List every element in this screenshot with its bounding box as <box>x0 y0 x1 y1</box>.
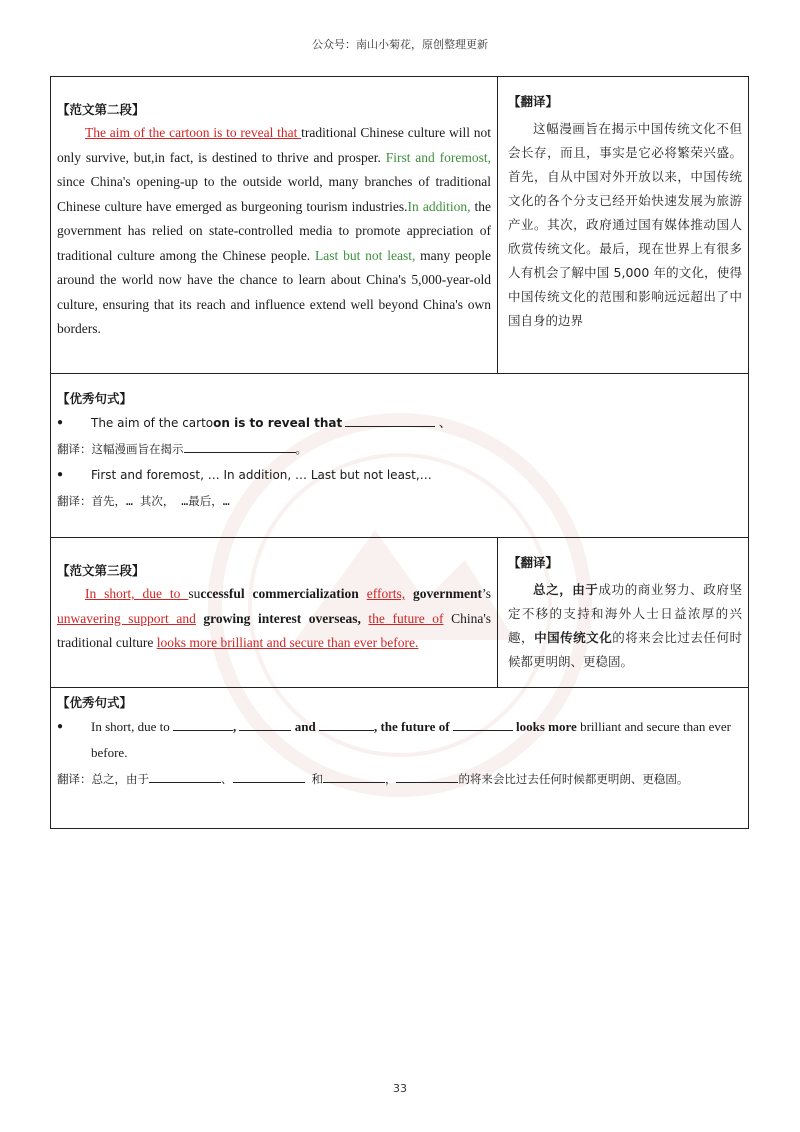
page-header: 公众号：南山小菊花，原创整理更新 <box>312 38 488 51</box>
translation2-cell <box>498 77 748 373</box>
sentences2-row <box>51 688 748 828</box>
blank-line <box>173 716 233 731</box>
blank-line <box>184 438 296 453</box>
blank-line <box>149 768 221 783</box>
blank-line <box>396 768 458 783</box>
sample3-row <box>51 538 748 688</box>
bullet-icon: ● <box>57 721 64 732</box>
sentence3-item: ● In short, due to , and , the future of looks more brilliant and secure than ever before. <box>57 714 740 766</box>
sentence1-translation: 翻译：这幅漫画旨在揭示 。 <box>57 436 740 462</box>
translation3-text: 总之，由于成功的商业努力、政府坚定不移的支持和海外人士日益浓厚的兴趣，中国传统文化的将来会比过去任何时候都更明朗、更稳固。 <box>508 582 742 669</box>
sample2-row <box>51 77 748 374</box>
bullet-icon: ● <box>57 469 64 480</box>
translation3-title: 【翻译】 <box>508 555 559 570</box>
sentence2-item: ● First and foremost, … In addition, … Last but not least,… <box>57 462 740 488</box>
sentence1-item: ● The aim of the cartoon is to reveal that 、 <box>57 410 740 436</box>
sentences1-row <box>51 374 748 538</box>
sentences1-title: 【优秀句式】 <box>57 391 133 406</box>
sentence2-translation: 翻译：首先，… 其次， …最后，… <box>57 494 230 508</box>
blank-line <box>233 768 305 783</box>
blank-line <box>453 716 513 731</box>
sample3-title: 【范文第三段】 <box>57 563 145 578</box>
blank-line <box>319 716 374 731</box>
sample3-cell <box>51 538 498 687</box>
sample2-title: 【范文第二段】 <box>57 102 145 117</box>
sample2-cell <box>51 77 498 373</box>
sentences2-cell <box>51 688 748 828</box>
sample2-text: The aim of the cartoon is to reveal that traditional Chinese culture will not only survive, but,in fact, is destined to thrive and prosper. First and foremost, since China's opening-up to the outside world, many branches of traditional Chinese culture have emerged as burgeoning tourism industries.In addition, the government has relied on state-controlled media to promote appreciation of traditional culture among the Chinese people. Last but not least, many people around the world now have the chance to learn about China's 5,000-year-old culture, ensuring that its reach and influence extend well beyond China's own borders. <box>57 125 491 336</box>
blank-line <box>323 768 385 783</box>
translation3-cell <box>498 538 748 687</box>
sentences2-title: 【优秀句式】 <box>57 695 133 710</box>
sentences1-cell <box>51 374 748 537</box>
sample3-text: In short, due to successful commercialization efforts, government’s unwavering support and growing interest overseas, the future of China's traditional culture looks more brilliant and secure than ever before. <box>57 586 492 650</box>
translation2-title: 【翻译】 <box>508 94 559 109</box>
blank-line <box>239 716 291 731</box>
translation2-text: 这幅漫画旨在揭示中国传统文化不但会长存，而且，事实是它必将繁荣兴盛。首先，自从中国对外开放以来，中国传统文化的各个分支已经开始快速发展为旅游产业。其次，政府通过国有媒体推动国人欣赏传统文化。最后，现在世界上有很多人有机会了解中国 5,000 年的文化，使得中国传统文化的范围和影响远远超出了中国自身的边界 <box>508 121 742 328</box>
sentence3-translation: 翻译：总之，由于 、 和 ， 的将来会比过去任何时候都更明朗、更稳固。 <box>57 766 740 792</box>
content-table <box>50 76 749 829</box>
blank-line <box>345 412 435 427</box>
page-number: 33 <box>393 1082 407 1095</box>
bullet-icon: ● <box>57 417 64 428</box>
